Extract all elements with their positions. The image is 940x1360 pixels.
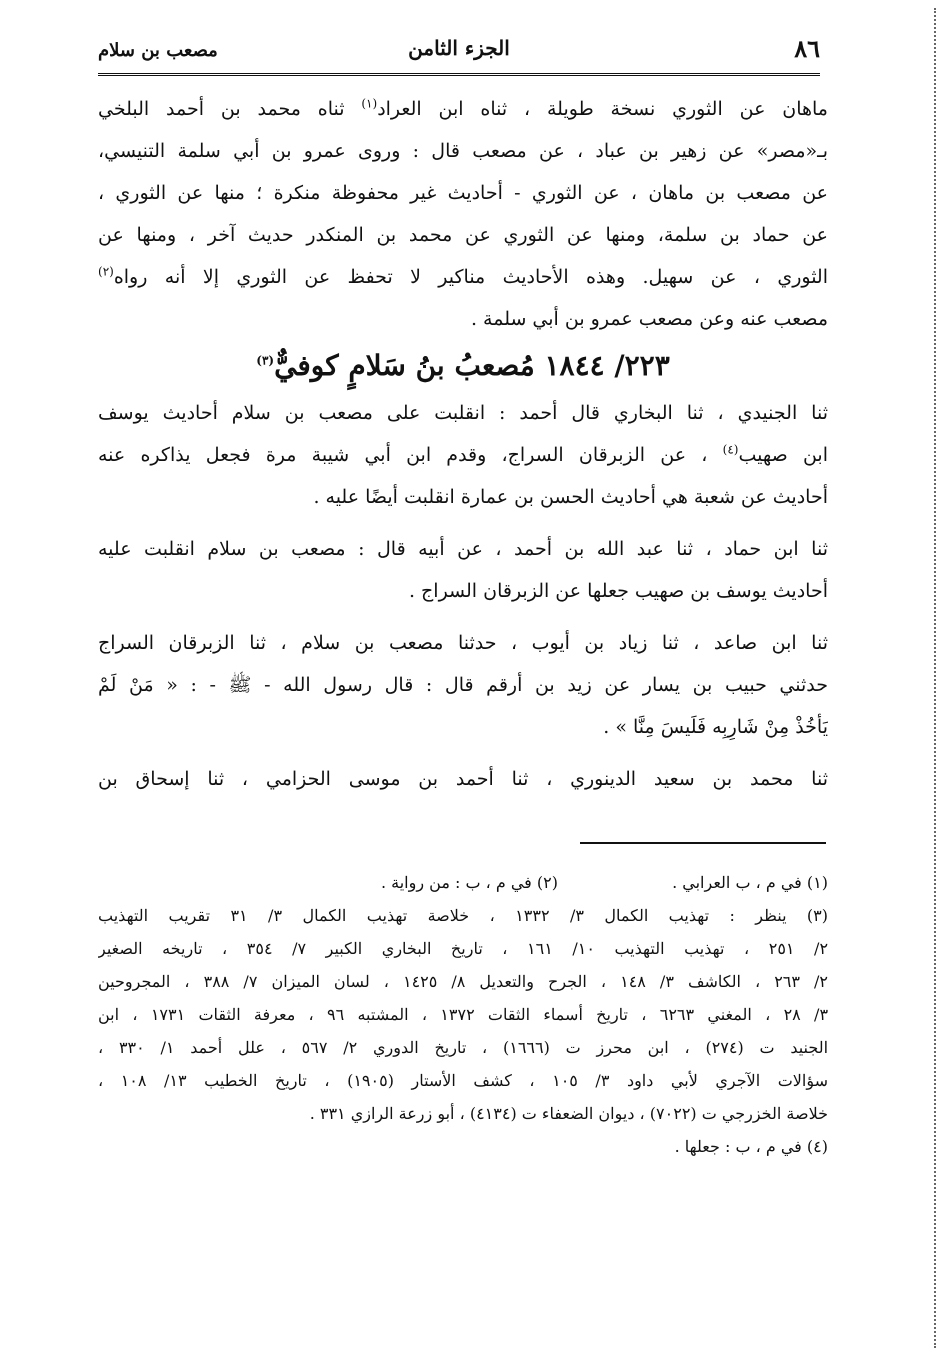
text-span: ثناه محمد بن أحمد البلخي — [98, 98, 362, 120]
paragraph-gap — [98, 518, 828, 528]
volume-title: الجزء الثامن — [408, 36, 510, 60]
footnote-4: (٤) في م ، ب : جعلها . — [674, 1137, 828, 1156]
main-text — [98, 88, 828, 800]
text-line: أحاديث عن شعبة هي أحاديث الحسن بن عمارة انقلبت أيضًا عليه . — [313, 486, 828, 508]
footnotes — [98, 866, 828, 1163]
entry-heading-text: ٢٢٣/ ١٨٤٤ مُصعبُ بنُ سَلامٍ كوفيٌّ — [274, 349, 670, 382]
entry-heading — [98, 340, 828, 392]
footnote-3-line: سؤالات الآجري لأبي داود ٣/ ١٠٥ ، كشف الأستار (١٩٠٥) ، تاريخ الخطيب ١٣/ ١٠٨ ، — [98, 1071, 828, 1090]
footnote-3-line: ٢/ ٢٦٣ ، الكاشف ٣/ ١٤٨ ، الجرح والتعديل ٨/ ١٤٢٥ ، لسان الميزان ٧/ ٣٨٨ ، المجروحين — [98, 972, 828, 991]
text-line: حدثني حبيب بن يسار عن زيد بن أرقم قال : قال رسول الله - ﷺ - : « مَنْ لَمْ — [98, 674, 828, 696]
footnote-1: (١) في م ، ب العرابي . — [672, 873, 828, 892]
text-line: أحاديث يوسف بن صهيب جعلها عن الزبرقان السراج . — [408, 580, 828, 602]
scan-edge — [926, 8, 936, 1348]
paragraph-gap — [98, 748, 828, 758]
text-span: الثوري ، عن سهيل. وهذه الأحاديث مناكير لا تحفظ عن الثوري إلا أنه رواه — [113, 266, 828, 288]
text-span: ، عن الزبرقان السراج، وقدم ابن أبي شيبة مرة فجعل يذاكره عنه — [98, 444, 723, 466]
text-line: ثنا محمد بن سعيد الدينوري ، ثنا أحمد بن موسى الحزامي ، ثنا إسحاق بن — [98, 768, 828, 790]
text-line — [98, 256, 828, 298]
header-rule — [98, 73, 820, 76]
paragraph-gap — [98, 612, 828, 622]
footnote-3-line: ٣/ ٢٨ ، المغني ٦٢٦٣ ، تاريخ أسماء الثقات ١٣٧٢ ، المشتبه ٩٦ ، معرفة الثقات ١٧٣١ ، ابن — [98, 1005, 828, 1024]
text-line: ثنا الجنيدي ، ثنا البخاري قال أحمد : انقلبت على مصعب بن سلام أحاديث يوسف — [98, 402, 828, 424]
footnote-2: (٢) في م ، ب : من رواية . — [380, 873, 558, 892]
page-number: ٨٦ — [794, 34, 820, 63]
text-line: عن مصعب بن ماهان ، عن الثوري - أحاديث غير محفوظة منكرة ؛ منها عن الثوري ، — [98, 182, 828, 204]
text-line: عن حماد بن سلمة، ومنها عن الثوري عن محمد بن المنكدر حديث آخر ، ومنها عن — [98, 224, 828, 246]
text-line: مصعب عنه وعن مصعب عمرو بن أبي سلمة . — [470, 308, 828, 330]
footnote-row — [98, 866, 828, 899]
footnote-3-line: الجنيد ت (٢٧٤) ، ابن محرز ت (١٦٦٦) ، تاريخ الدوري ٢/ ٥٦٧ ، علل أحمد ١/ ٣٣٠ ، — [98, 1038, 828, 1057]
text-line: ثنا ابن صاعد ، ثنا زياد بن أيوب ، حدثنا مصعب بن سلام ، ثنا الزبرقان السراج — [98, 632, 828, 654]
text-line: ثنا ابن حماد ، ثنا عبد الله بن أحمد ، عن أبيه قال : مصعب بن سلام انقلبت عليه — [98, 538, 828, 560]
text-span: ماهان عن الثوري نسخة طويلة ، ثناه ابن العراد — [377, 98, 828, 120]
footnote-ref: (٤) — [722, 442, 739, 457]
text-line — [98, 88, 828, 130]
footnote-rule — [580, 842, 826, 844]
text-line: يَأخُذْ مِنْ شَارِبِه فَلَيسَ مِنَّا » . — [603, 716, 828, 738]
footnote-ref: (٢) — [98, 264, 114, 279]
page-header — [98, 30, 820, 76]
footnote-ref: (٣) — [256, 353, 275, 368]
running-title: مصعب بن سلام — [98, 40, 218, 61]
footnote-ref: (١) — [361, 96, 378, 111]
text-line: بـ«مصر» عن زهير بن عباد ، عن مصعب قال : وروى عمرو بن أبي سلمة التنيسي، — [98, 140, 828, 162]
footnote-3-line: خلاصة الخزرجي ت (٧٠٢٢) ، ديوان الضعفاء ت (٤١٣٤) ، أبو زرعة الرازي ٣٣١ . — [309, 1104, 828, 1123]
footnote-3-line: ٢/ ٢٥١ ، تهذيب التهذيب ١٠/ ١٦١ ، تاريخ البخاري الكبير ٧/ ٣٥٤ ، تاريخه الصغير — [98, 939, 828, 958]
text-span: ابن صهيب — [738, 444, 828, 466]
footnote-3-line: (٣) ينظر : تهذيب الكمال ٣/ ١٣٣٢ ، خلاصة تهذيب الكمال ٣/ ٣١ تقريب التهذيب — [98, 906, 828, 925]
text-line — [98, 434, 828, 476]
